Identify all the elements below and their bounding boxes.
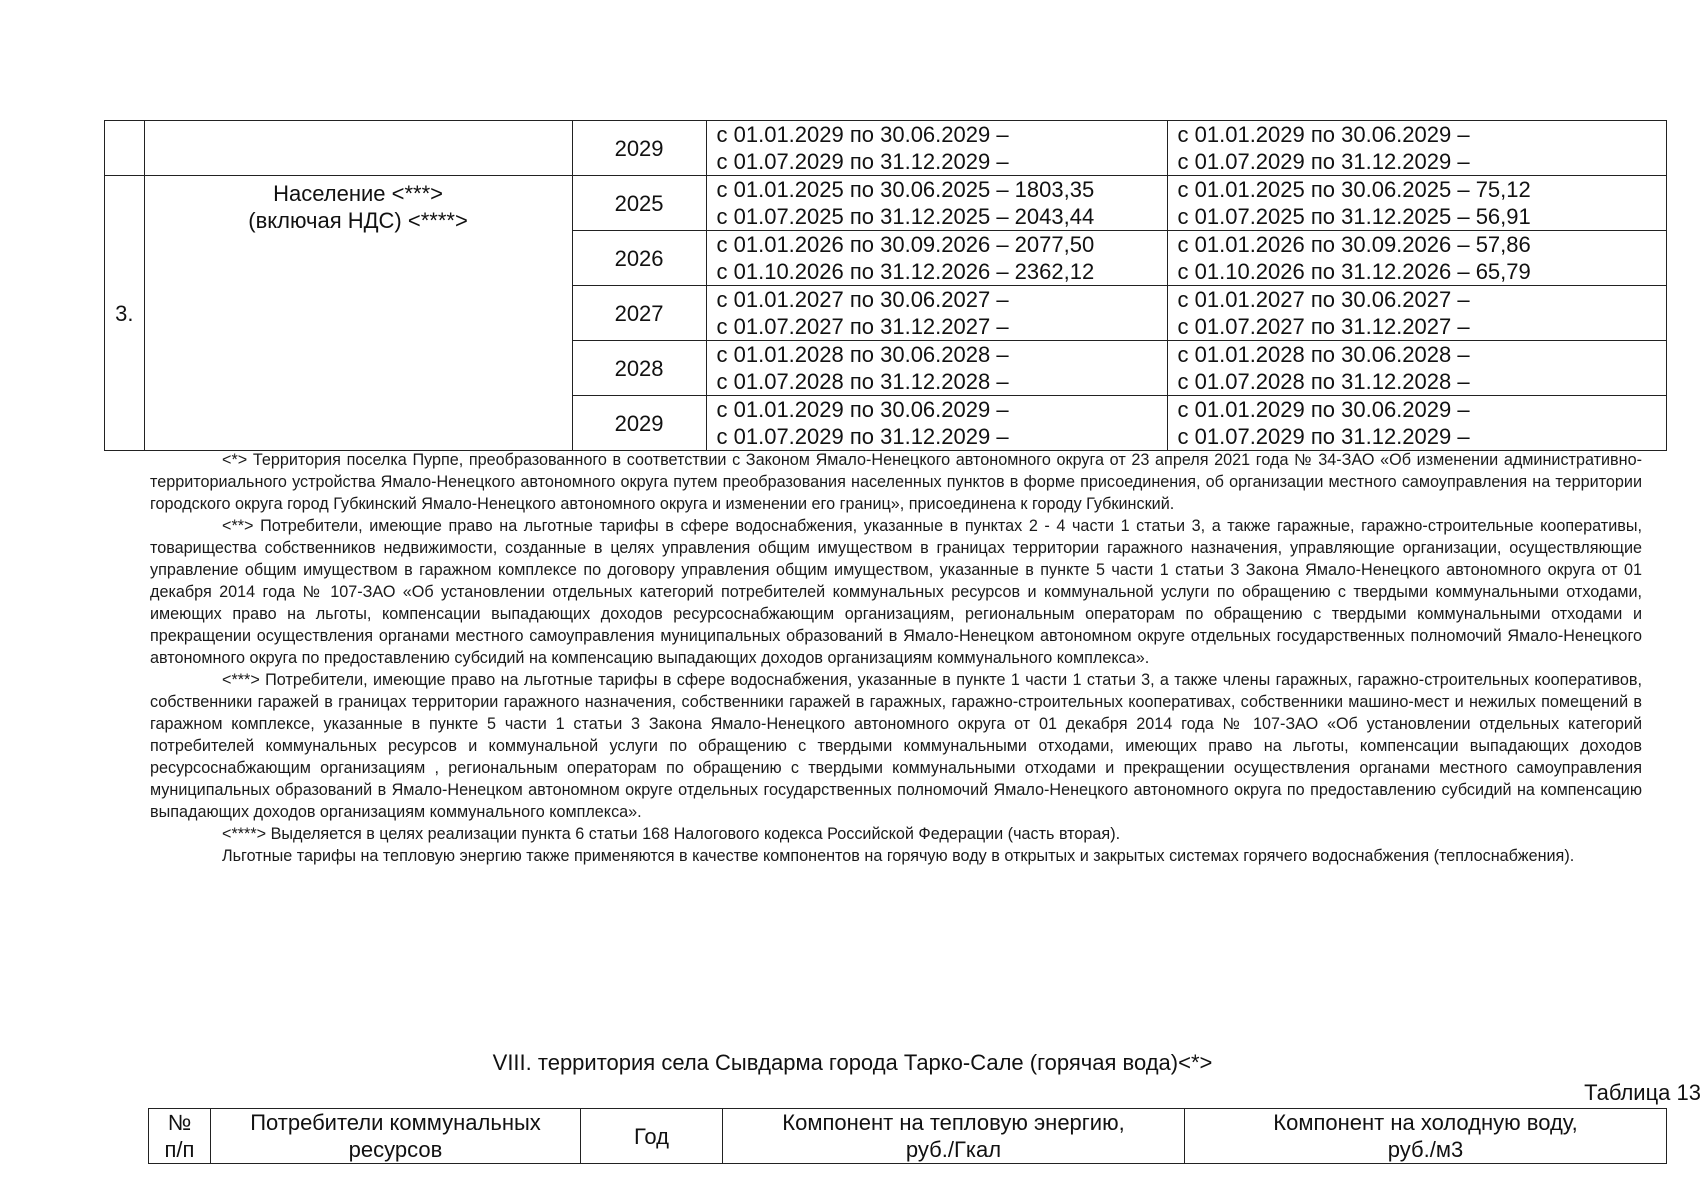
header-cold-line2: руб./м3 — [1387, 1137, 1464, 1162]
year-cell: 2025 — [572, 176, 706, 231]
consumer-cell — [144, 121, 572, 176]
heat-period-2: с 01.07.2029 по 31.12.2029 – — [716, 424, 1009, 449]
heat-component-cell — [706, 396, 1167, 451]
cold-period-1: с 01.01.2027 по 30.06.2027 – — [1177, 287, 1470, 312]
table-row — [105, 121, 1667, 176]
header-heat-line2: руб./Гкал — [905, 1137, 1002, 1162]
heat-period-2: с 01.07.2027 по 31.12.2027 – — [716, 314, 1009, 339]
heat-component-cell — [706, 341, 1167, 396]
year-cell: 2027 — [572, 286, 706, 341]
tariff-table — [104, 120, 1667, 451]
header-row — [149, 1109, 1667, 1164]
heat-component-cell — [706, 231, 1167, 286]
cold-period-2: с 01.07.2025 по 31.12.2025 – 56,91 — [1177, 204, 1531, 229]
year-cell: 2029 — [572, 396, 706, 451]
consumer-cell — [144, 176, 572, 451]
cold-period-1: с 01.01.2026 по 30.09.2026 – 57,86 — [1177, 232, 1531, 257]
heat-period-2: с 01.10.2026 по 31.12.2026 – 2362,12 — [716, 259, 1095, 284]
cold-period-1: с 01.01.2029 по 30.06.2029 – — [1177, 397, 1470, 422]
footnote-4: <****> Выделяется в целях реализации пункта 6 статьи 168 Налогового кодекса Российской Федерации (часть вторая). — [222, 825, 1121, 843]
footnote-3: <***> Потребители, имеющие право на льготные тарифы в сфере водоснабжения, указанные в пункте 1 части 1 статьи 3, а также члены гаражных, гаражно-строительных кооперативов, собственники гаражей в границах территории гаражного назначения, собственники гаражей в гаражных, гаражно-строительных кооперативах, собственники машино-мест и нежилых помещений в гаражном комплексе, указанные в пункте 5 части 1 статьи 3 Закона Ямало-Ненецкого автономного округа от 01 декабря 2014 года № 107-ЗАО «Об установлении отдельных категорий потребителей коммунальных ресурсов и коммунальной услуги по обращению с твердыми коммунальными отходами, имеющих право на льготы, компенсации выпадающих доходов ресурсоснабжающим организациям , региональным операторам по обращению с твердыми коммунальными отходами и прекращении осуществления органами местного самоуправления муниципальных образований в Ямало-Ненецком автономном округе отдельных государственных полномочий Ямало-Ненецкого автономного округа по предоставлению субсидий на компенсацию выпадающих доходов организациям коммунального комплекса». — [150, 671, 1642, 821]
table-label: Таблица 13 — [1584, 1080, 1701, 1105]
row-number-cell — [105, 121, 145, 176]
consumer-name: Население <***> — [273, 181, 443, 206]
cold-component-cell — [1167, 231, 1666, 286]
year-cell: 2026 — [572, 231, 706, 286]
cold-period-2: с 01.07.2029 по 31.12.2029 – — [1177, 149, 1470, 174]
row-number-cell: 3. — [105, 176, 145, 451]
cold-period-2: с 01.07.2028 по 31.12.2028 – — [1177, 369, 1470, 394]
heat-component-cell — [706, 121, 1167, 176]
heat-period-1: с 01.01.2026 по 30.09.2026 – 2077,50 — [716, 232, 1095, 257]
year-cell: 2028 — [572, 341, 706, 396]
header-heat-line1: Компонент на тепловую энергию, — [782, 1110, 1125, 1135]
cold-period-2: с 01.07.2029 по 31.12.2029 – — [1177, 424, 1470, 449]
cold-component-cell — [1167, 176, 1666, 231]
heat-period-1: с 01.01.2029 по 30.06.2029 – — [716, 122, 1009, 147]
header-consumers-line1: Потребители коммунальных — [250, 1110, 541, 1135]
footnote-5: Льготные тарифы на тепловую энергию также применяются в качестве компонентов на горячую воду в открытых и закрытых системах горячего водоснабжения (теплоснабжения). — [222, 847, 1575, 865]
heat-period-1: с 01.01.2025 по 30.06.2025 – 1803,35 — [716, 177, 1095, 202]
section-title: VIII. территория села Сывдарма города Тарко-Сале (горячая вода)<*> — [492, 1050, 1213, 1075]
table-row — [105, 176, 1667, 231]
heat-component-cell — [706, 176, 1167, 231]
header-num — [149, 1109, 211, 1164]
header-num-line1: № — [167, 1110, 192, 1135]
cold-period-2: с 01.10.2026 по 31.12.2026 – 65,79 — [1177, 259, 1531, 284]
cold-component-cell — [1167, 286, 1666, 341]
footnotes — [150, 449, 1642, 867]
tariff-table-13-header — [148, 1108, 1667, 1164]
cold-component-cell — [1167, 121, 1666, 176]
consumer-note: (включая НДС) <****> — [248, 208, 468, 233]
footnote-2: <**> Потребители, имеющие право на льготные тарифы в сфере водоснабжения, указанные в пунктах 2 - 4 части 1 статьи 3, а также гаражные, гаражно-строительные кооперативы, товарищества собственников недвижимости, созданные в целях управления общим имуществом в границах территории гаражного назначения, управляющие организации, осуществляющие управление общим имуществом в гаражном комплексе по договору управления общим имуществом, указанные в пункте 5 части 1 статьи 3 Закона Ямало-Ненецкого автономного округа от 01 декабря 2014 года № 107-ЗАО «Об установлении отдельных категорий потребителей коммунальных ресурсов и коммунальной услуги по обращению с твердыми коммунальными отходами, имеющих право на льготы, компенсации выпадающих доходов ресурсоснабжающим организациям, региональным операторам по обращению с твердыми коммунальными отходами и прекращении осуществления органами местного самоуправления муниципальных образований в Ямало-Ненецком автономном округе отдельных государственных полномочий Ямало-Ненецкого автономного округа по предоставлению субсидий на компенсацию выпадающих доходов организациям коммунального комплекса». — [150, 517, 1642, 667]
cold-component-cell — [1167, 341, 1666, 396]
year-cell: 2029 — [572, 121, 706, 176]
cold-period-1: с 01.01.2025 по 30.06.2025 – 75,12 — [1177, 177, 1531, 202]
heat-component-cell — [706, 286, 1167, 341]
heat-period-2: с 01.07.2025 по 31.12.2025 – 2043,44 — [716, 204, 1095, 229]
header-cold-line1: Компонент на холодную воду, — [1273, 1110, 1578, 1135]
cold-period-1: с 01.01.2028 по 30.06.2028 – — [1177, 342, 1470, 367]
footnote-1: <*> Территория поселка Пурпе, преобразованного в соответствии с Законом Ямало-Ненецкого автономного округа от 23 апреля 2021 года № 34-ЗАО «Об изменении административно-территориального устройства Ямало-Ненецкого автономного округа путем преобразования населенных пунктов в форме присоединения, об организации местного самоуправления на территории городского округа город Губкинский Ямало-Ненецкого автономного округа и изменении его границ», присоединена к городу Губкинский. — [150, 451, 1642, 513]
heat-period-1: с 01.01.2028 по 30.06.2028 – — [716, 342, 1009, 367]
cold-period-2: с 01.07.2027 по 31.12.2027 – — [1177, 314, 1470, 339]
header-consumers — [211, 1109, 581, 1164]
heat-period-2: с 01.07.2029 по 31.12.2029 – — [716, 149, 1009, 174]
header-heat — [723, 1109, 1185, 1164]
cold-component-cell — [1167, 396, 1666, 451]
header-num-line2: п/п — [164, 1137, 195, 1162]
heat-period-1: с 01.01.2029 по 30.06.2029 – — [716, 397, 1009, 422]
heat-period-1: с 01.01.2027 по 30.06.2027 – — [716, 287, 1009, 312]
cold-period-1: с 01.01.2029 по 30.06.2029 – — [1177, 122, 1470, 147]
header-year: Год — [581, 1109, 723, 1164]
header-cold — [1185, 1109, 1667, 1164]
header-consumers-line2: ресурсов — [348, 1137, 443, 1162]
heat-period-2: с 01.07.2028 по 31.12.2028 – — [716, 369, 1009, 394]
